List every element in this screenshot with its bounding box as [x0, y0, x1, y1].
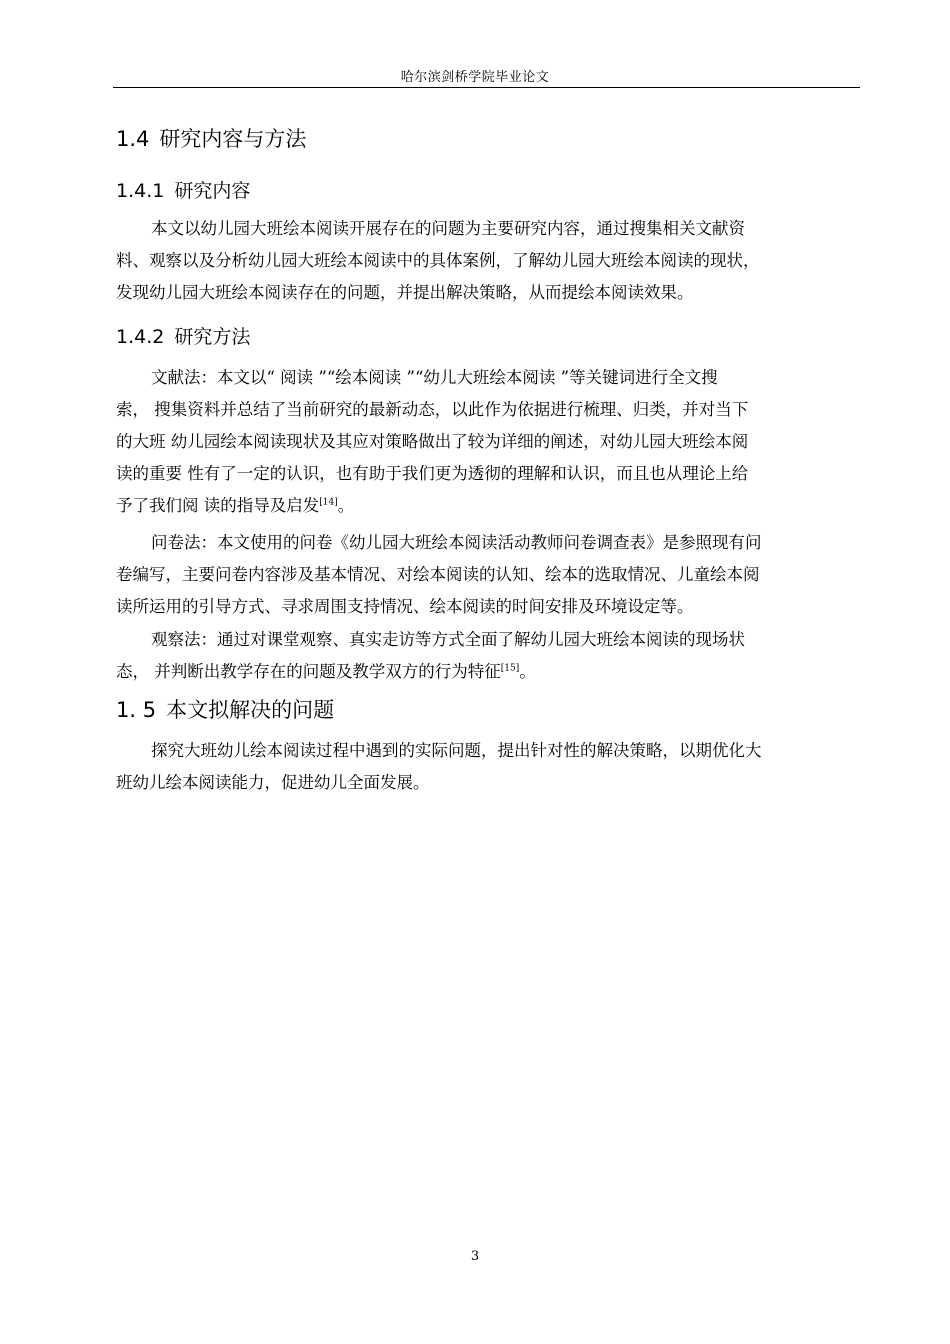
page-header: 哈尔滨剑桥学院毕业论文	[400, 70, 550, 85]
paragraph-line: 索， 搜集资料并总结了当前研究的最新动态，以此作为依据进行梳理、归类，并对当下	[116, 400, 749, 419]
paragraph-line: 本文以幼儿园大班绘本阅读开展存在的问题为主要研究内容，通过搜集相关文献资	[151, 219, 745, 238]
paragraph-line: 的大班 幼儿园绘本阅读现状及其应对策略做出了较为详细的阐述，对幼儿园大班绘本阅	[116, 432, 749, 451]
line-end: 。	[519, 662, 536, 681]
paragraph-line: 问卷法：本文使用的问卷《幼儿园大班绘本阅读活动教师问卷调查表》是参照现有问	[151, 533, 762, 552]
paragraph-line: 料、观察以及分析幼儿园大班绘本阅读中的具体案例，了解幼儿园大班绘本阅读的现状，	[116, 251, 760, 270]
subsection-heading-1-4-1	[116, 176, 250, 203]
paragraph-line: 探究大班幼儿绘本阅读过程中遇到的实际问题，提出针对性的解决策略，以期优化大	[151, 741, 762, 760]
paragraph-line: 班幼儿绘本阅读能力，促进幼儿全面发展。	[116, 773, 430, 792]
literature-method-paragraph	[116, 362, 862, 522]
research-content-paragraph	[116, 213, 862, 309]
subsection-title: 研究方法	[174, 326, 251, 348]
subsection-number: 1.4.2	[116, 326, 165, 348]
section-title: 本文拟解决的问题	[166, 698, 335, 722]
paragraph-line: 读所运用的引导方式、寻求周围支持情况、绘本阅读的时间安排及环境设定等。	[116, 597, 694, 616]
paragraph-line	[116, 490, 862, 522]
header-rule	[113, 87, 860, 88]
subsection-heading-1-4-2	[116, 322, 250, 349]
paragraph-line: 发现幼儿园大班绘本阅读存在的问题，并提出解决策略，从而提绘本阅读效果。	[116, 283, 694, 302]
questionnaire-method-paragraph	[116, 527, 862, 623]
section-number: 1. 5	[116, 698, 157, 722]
line-end: 。	[337, 496, 355, 515]
paragraph-line	[116, 656, 862, 688]
subsection-number: 1.4.1	[116, 180, 165, 202]
line-text: 予了我们阅 读的指导及启发	[116, 496, 320, 515]
problems-paragraph	[116, 735, 862, 799]
paragraph-line: 文献法：本文以“ 阅读 ”“绘本阅读 ”“幼儿大班绘本阅读 ”等关键词进行全文搜	[151, 368, 718, 387]
section-title: 研究内容与方法	[159, 127, 307, 151]
section-heading-1-4	[116, 123, 306, 153]
section-number: 1.4	[116, 127, 150, 151]
line-text: 态， 并判断出教学存在的问题及教学双方的行为特征	[116, 662, 501, 681]
section-heading-1-5	[116, 694, 334, 724]
citation-mark: [15]	[500, 663, 520, 674]
paragraph-line: 卷编写，主要问卷内容涉及基本情况、对绘本阅读的认知、绘本的选取情况、儿童绘本阅	[116, 565, 760, 584]
observation-method-paragraph	[116, 624, 862, 688]
paragraph-line: 观察法：通过对课堂观察、真实走访等方式全面了解幼儿园大班绘本阅读的现场状	[151, 630, 745, 649]
citation-mark: [14]	[319, 497, 338, 508]
paragraph-line: 读的重要 性有了一定的认识，也有助于我们更为透彻的理解和认识，而且也从理论上给	[116, 464, 749, 483]
subsection-title: 研究内容	[174, 180, 251, 202]
page-number: 3	[470, 1249, 480, 1264]
